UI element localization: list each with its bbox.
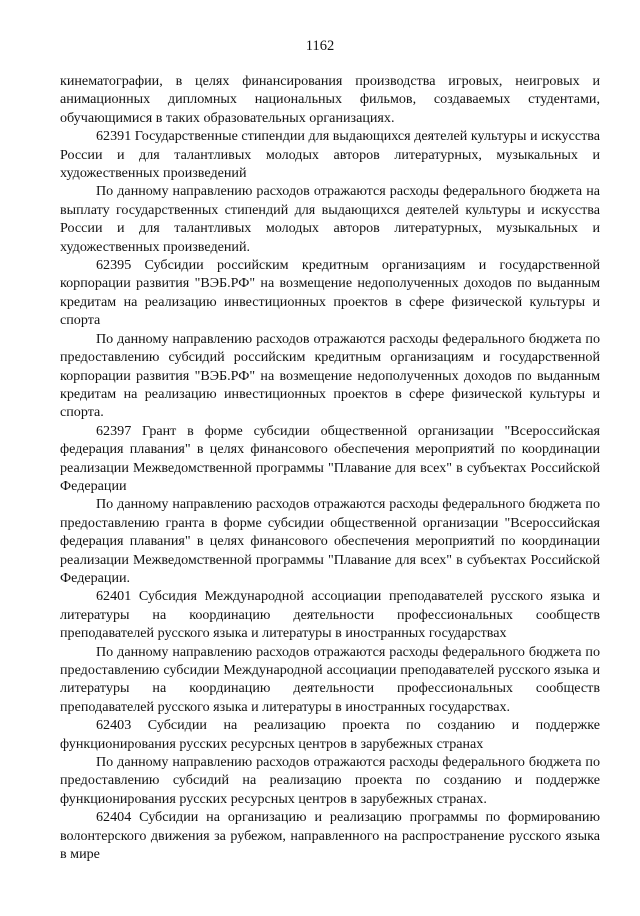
paragraph: 62397 Грант в форме субсидии общественной организации "Всероссийская федерация плавания" в целях финансового обеспечения мероприятий по координации реализации Межведомственной программы "Плавание для всех" в субъектах Российской Федерации	[60, 422, 600, 494]
paragraph: 62404 Субсидии на организацию и реализацию программы по формированию волонтерского движения за рубежом, направленного на распространение русского языка в мире	[60, 809, 600, 863]
page-number: 1162	[305, 38, 335, 54]
paragraph: 62401 Субсидия Международной ассоциации преподавателей русского языка и литературы на координацию деятельности профессиональных сообществ преподавателей русского языка и литературы в иностранных государствах	[60, 588, 600, 642]
paragraph: По данному направлению расходов отражаются расходы федерального бюджета по предоставлению субсидии Международной ассоциации преподавателей русского языка и литературы на координацию деятельности профессиональных сообществ преподавателей русского языка и литературы в иностранных государствах.	[60, 643, 600, 715]
paragraph: По данному направлению расходов отражаются расходы федерального бюджета на выплату государственных стипендий для выдающихся деятелей культуры и искусства России и для талантливых молодых авторов литературных, музыкальных и художественных произведений.	[60, 183, 600, 255]
paragraph: По данному направлению расходов отражаются расходы федерального бюджета по предоставлению гранта в форме субсидии общественной организации "Всероссийская федерация плавания" в целях финансового обеспечения мероприятий по координации реализации Межведомственной программы "Плавание для всех" в субъектах Российской Федерации.	[60, 496, 600, 586]
paragraph: 62391 Государственные стипендии для выдающихся деятелей культуры и искусства России и для талантливых молодых авторов литературных, музыкальных и художественных произведений	[60, 128, 600, 182]
paragraph: По данному направлению расходов отражаются расходы федерального бюджета по предоставлению субсидий российским кредитным организациям и государственной корпорации развития "ВЭБ.РФ" на возмещение недополученных доходов по выданным кредитам на реализацию инвестиционных проектов в сфере физической культуры и спорта.	[60, 330, 600, 421]
document-body	[60, 72, 600, 863]
paragraph: 62403 Субсидии на реализацию проекта по созданию и поддержке функционирования русских ресурсных центров в зарубежных странах	[60, 717, 600, 752]
paragraph: 62395 Субсидии российским кредитным организациям и государственной корпорации развития "ВЭБ.РФ" на возмещение недополученных доходов по выданным кредитам на реализацию инвестиционных проектов в сфере физической культуры и спорта	[60, 257, 600, 329]
paragraph: кинематографии, в целях финансирования производства игровых, неигровых и анимационных дипломных национальных фильмов, создаваемых студентами, обучающимися в таких образовательных организациях.	[60, 73, 600, 126]
paragraph: По данному направлению расходов отражаются расходы федерального бюджета по предоставлению субсидий на реализацию проекта по созданию и поддержке функционирования русских ресурсных центров в зарубежных странах.	[60, 754, 600, 807]
